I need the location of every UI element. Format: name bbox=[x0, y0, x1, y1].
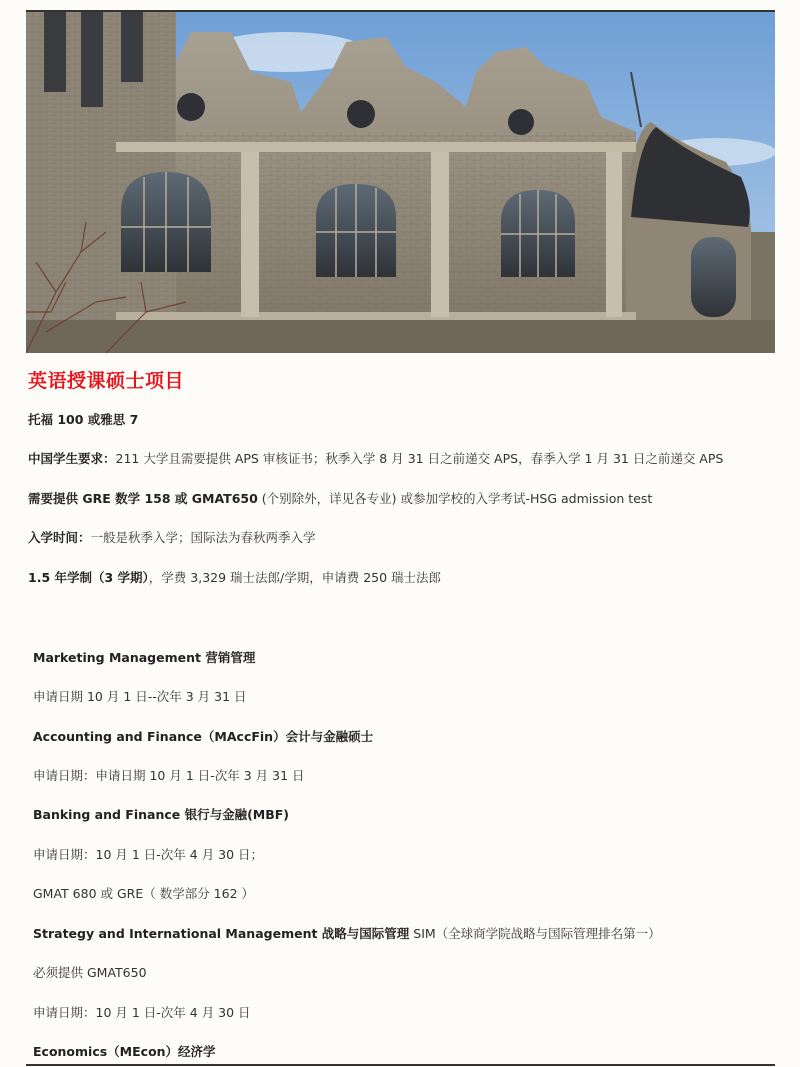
intake-label: 入学时间： bbox=[28, 530, 91, 545]
china-student-requirement bbox=[28, 451, 723, 467]
program-date-sim: 申请日期：10 月 1 日-次年 4 月 30 日 bbox=[33, 1005, 251, 1020]
intake-time bbox=[28, 530, 316, 546]
china-requirement-label: 中国学生要求： bbox=[28, 451, 116, 466]
language-requirement bbox=[28, 412, 138, 428]
program-title-note: SIM（全球商学院战略与国际管理排名第一） bbox=[409, 926, 661, 941]
bottom-divider bbox=[26, 1064, 775, 1066]
program-date-marketing: 申请日期 10 月 1 日--次年 3 月 31 日 bbox=[33, 689, 247, 704]
program-requirement-sim: 必须提供 GMAT650 bbox=[33, 965, 147, 980]
program-title-text: Banking and Finance 银行与金融(MBF) bbox=[33, 807, 290, 822]
program-requirement-mbf: GMAT 680 或 GRE（ 数学部分 162 ） bbox=[33, 886, 255, 901]
program-title-text: Marketing Management 营销管理 bbox=[33, 650, 256, 665]
program-title-text: Strategy and International Management 战略与国际管理 bbox=[33, 926, 410, 941]
china-requirement-text: 211 大学且需要提供 APS 审核证书；秋季入学 8 月 31 日之前递交 APS，春季入学 1 月 31 日之前递交 APS bbox=[115, 451, 724, 466]
program-title-marketing bbox=[33, 650, 255, 666]
duration-fees bbox=[28, 570, 441, 586]
program-title-maccfin bbox=[33, 729, 373, 745]
duration-label: 1.5 年学制（3 学期） bbox=[28, 570, 149, 585]
intake-text: 一般是秋季入学；国际法为春秋两季入学 bbox=[90, 530, 316, 545]
program-date-mbf: 申请日期：10 月 1 日-次年 4 月 30 日； bbox=[33, 847, 264, 862]
program-date-maccfin: 申请日期：申请日期 10 月 1 日-次年 3 月 31 日 bbox=[33, 768, 305, 783]
program-title-mecon bbox=[33, 1044, 216, 1060]
program-title-text: Economics（MEcon）经济学 bbox=[33, 1044, 216, 1059]
program-title-sim bbox=[33, 926, 661, 942]
page-title: 英语授课硕士项目 bbox=[28, 370, 185, 392]
duration-text: ，学费 3,329 瑞士法郎/学期，申请费 250 瑞士法郎 bbox=[148, 570, 442, 585]
gre-gmat-requirement bbox=[28, 491, 652, 507]
program-title-text: Accounting and Finance（MAccFin）会计与金融硕士 bbox=[33, 729, 374, 744]
language-requirement-text: 托福 100 或雅思 7 bbox=[28, 412, 139, 427]
building-photo bbox=[26, 12, 775, 353]
gre-requirement-label: 需要提供 GRE 数学 158 或 GMAT650 bbox=[28, 491, 258, 506]
gre-requirement-text: (个别除外，详见各专业) 或参加学校的入学考试-HSG admission test bbox=[257, 491, 653, 506]
program-title-mbf bbox=[33, 807, 289, 823]
